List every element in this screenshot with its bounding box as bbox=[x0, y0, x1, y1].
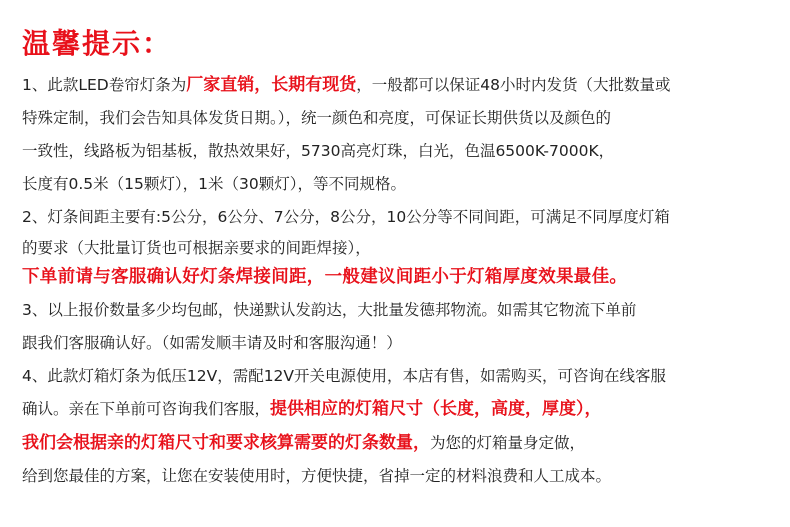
notice-text: 特殊定制，我们会告知具体发货日期。），统一颜色和亮度，可保证长期供货以及颜色的 bbox=[22, 109, 612, 127]
notice-text: 2、灯条间距主要有:5公分，6公分、7公分，8公分，10公分等不同间距，可满足不同厚度灯箱 bbox=[22, 208, 670, 226]
notice-text: 一致性，线路板为铝基板，散热效果好，5730高亮灯珠，白光，色温6500K-7000K， bbox=[22, 142, 615, 160]
notice-text: 3、以上报价数量多少均包邮，快递默认发韵达，大批量发德邦物流。如需其它物流下单前 bbox=[22, 301, 637, 319]
notice-text: 跟我们客服确认好。（如需发顺丰请及时和客服沟通！） bbox=[22, 334, 402, 352]
notice-line bbox=[22, 365, 666, 387]
notice-text: 的要求（大批量订货也可根据亲要求的间距焊接）， bbox=[22, 239, 371, 257]
notice-line bbox=[22, 107, 611, 129]
notice-line bbox=[22, 299, 636, 321]
notice-line bbox=[22, 173, 406, 195]
highlight-text: 下单前请与客服确认好灯条焊接间距，一般建议间距小于灯箱厚度效果最佳。 bbox=[22, 267, 628, 287]
notice-line-highlight bbox=[22, 266, 627, 288]
notice-text: 给到您最佳的方案，让您在安装使用时，方便快捷，省掉一定的材料浪费和人工成本。 bbox=[22, 467, 612, 485]
highlight-text: 我们会根据亲的灯箱尺寸和要求核算需要的灯条数量， bbox=[22, 433, 430, 453]
highlight-text: 提供相应的灯箱尺寸（长度，高度，厚度）， bbox=[270, 399, 602, 419]
notice-line bbox=[22, 398, 602, 420]
notice-text: 1、此款LED卷帘灯条为 bbox=[22, 76, 187, 94]
notice-text: 为您的灯箱量身定做， bbox=[430, 434, 586, 452]
notice-line bbox=[22, 332, 402, 354]
notice-line bbox=[22, 237, 371, 259]
notice-line bbox=[22, 140, 614, 162]
notice-line bbox=[22, 74, 670, 96]
highlight-text: 厂家直销，长期有现货 bbox=[186, 75, 357, 95]
notice-text: 长度有0.5米（15颗灯），1米（30颗灯），等不同规格。 bbox=[22, 175, 406, 193]
notice-line bbox=[22, 206, 670, 228]
notice-line bbox=[22, 432, 585, 454]
notice-line bbox=[22, 465, 611, 487]
notice-text: 4、此款灯箱灯条为低压12V，需配12V开关电源使用，本店有售，如需购买，可咨询在线客服 bbox=[22, 367, 667, 385]
notice-title: 温馨提示： bbox=[22, 27, 173, 60]
notice-text: 确认。亲在下单前可咨询我们客服， bbox=[22, 400, 271, 418]
notice-text: ，一般都可以保证48小时内发货（大批数量或 bbox=[356, 76, 671, 94]
